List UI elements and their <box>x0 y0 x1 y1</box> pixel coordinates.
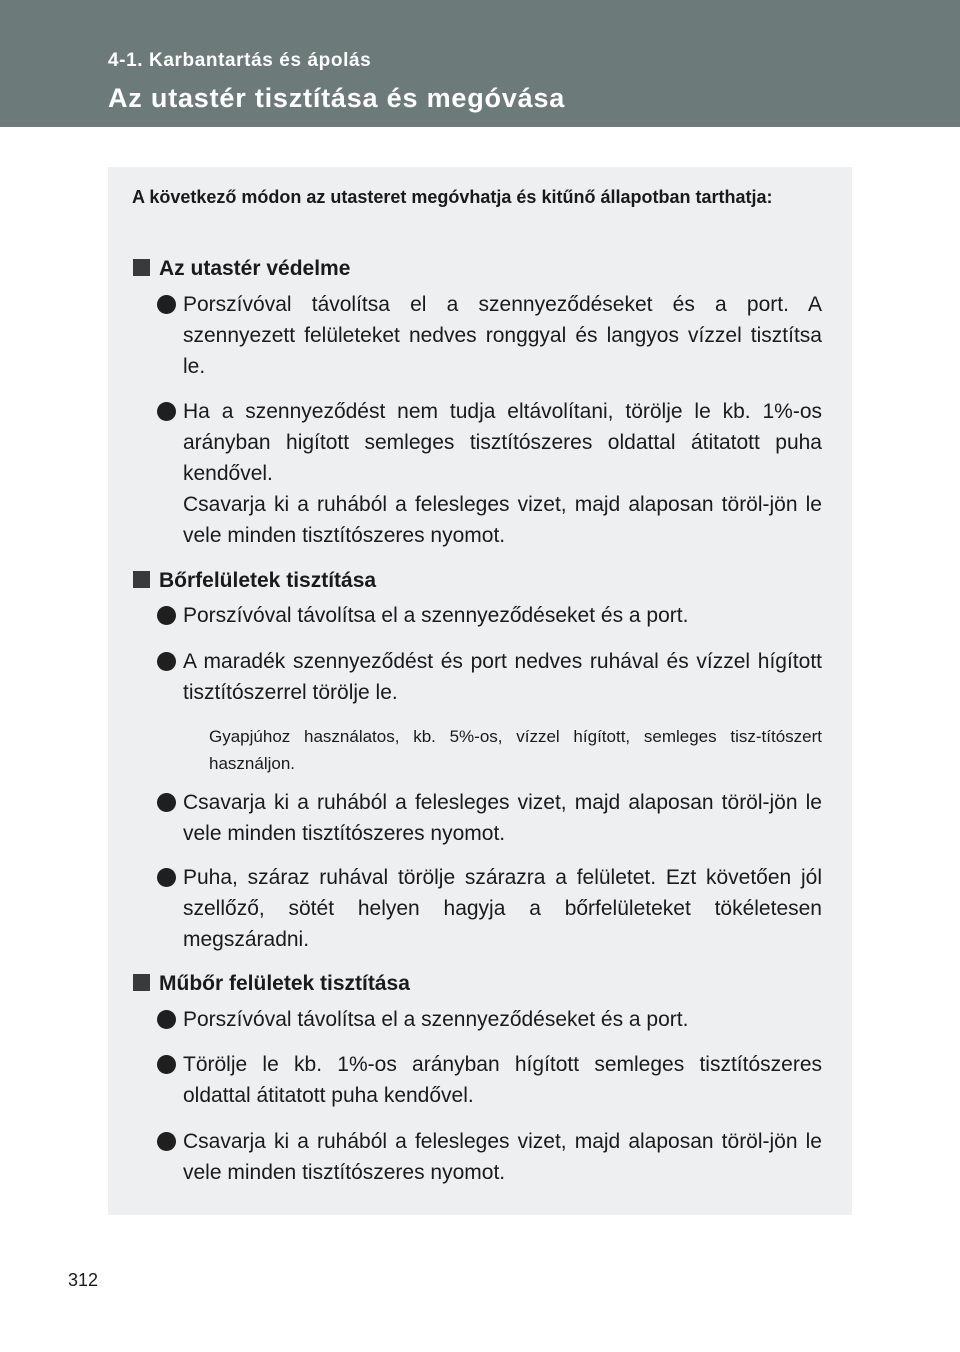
bullet-item <box>157 396 822 551</box>
bullet-continuation-text: Csavarja ki a ruhából a felesleges vizet, majd alaposan töröl-jön le vele minden tisztítószeres nyomot. <box>183 493 822 547</box>
page-title: Az utastér tisztítása és megóvása <box>108 83 566 113</box>
note-text: Gyapjúhoz használatos, kb. 5%-os, vízzel hígított, semleges tisz-títószert használjon. <box>209 727 822 773</box>
bullet-text: Ha a szennyeződést nem tudja eltávolítani, törölje le kb. 1%-os arányban higított semleges tisztítószeres oldattal átitatott puha kendővel. <box>183 400 822 485</box>
bullet-item <box>157 600 822 631</box>
bullet-text: A maradék szennyeződést és port nedves ruhával és vízzel hígított tisztítószerrel törölje le. <box>183 650 822 704</box>
intro-paragraph: A következő módon az utasteret megóvhatja és kitűnő állapotban tarthatja: <box>132 187 773 207</box>
bullet-item <box>157 1004 822 1035</box>
round-bullet-icon <box>157 652 176 671</box>
square-bullet-icon <box>133 259 150 276</box>
square-bullet-icon <box>133 974 150 991</box>
round-bullet-icon <box>157 606 176 625</box>
bullet-text: Porszívóval távolítsa el a szennyeződéseket és a port. <box>183 604 689 627</box>
bullet-item <box>157 862 822 955</box>
bullet-text: Porszívóval távolítsa el a szennyeződéseket és a port. A szennyezett felületeket nedves ronggyal és langyos vízzel tisztítsa le. <box>183 293 822 378</box>
round-bullet-icon <box>157 868 176 887</box>
bullet-item <box>157 1049 822 1111</box>
round-bullet-icon <box>157 1055 176 1074</box>
bullet-text: Csavarja ki a ruhából a felesleges vizet, majd alaposan töröl-jön le vele minden tisztítószeres nyomot. <box>183 791 822 845</box>
round-bullet-icon <box>157 402 176 421</box>
section-title: Műbőr felületek tisztítása <box>159 972 410 995</box>
section-heading-interior-protection <box>133 254 350 284</box>
section-heading-leather-cleaning <box>133 566 376 596</box>
chapter-section-label: 4-1. Karbantartás és ápolás <box>108 50 372 71</box>
square-bullet-icon <box>133 571 150 588</box>
section-title: Az utastér védelme <box>159 257 351 280</box>
bullet-item <box>157 289 822 382</box>
bullet-text: Puha, száraz ruhával törölje szárazra a felületet. Ezt követően jól szellőző, sötét helyen hagyja a bőrfelületeket tökéletesen megszáradni. <box>183 866 822 951</box>
section-title: Bőrfelületek tisztítása <box>159 569 377 592</box>
round-bullet-icon <box>157 793 176 812</box>
round-bullet-icon <box>157 295 176 314</box>
bullet-text: Csavarja ki a ruhából a felesleges vizet, majd alaposan töröl-jön le vele minden tisztítószeres nyomot. <box>183 1130 822 1184</box>
bullet-item <box>157 787 822 849</box>
bullet-item <box>157 646 822 708</box>
round-bullet-icon <box>157 1132 176 1151</box>
bullet-text: Porszívóval távolítsa el a szennyeződéseket és a port. <box>183 1008 689 1031</box>
chapter-header-bar <box>0 0 960 127</box>
round-bullet-icon <box>157 1010 176 1029</box>
bullet-item <box>157 1126 822 1188</box>
section-heading-artificial-leather <box>133 969 410 999</box>
page-number: 312 <box>68 1270 99 1290</box>
bullet-text: Törölje le kb. 1%-os arányban hígított semleges tisztítószeres oldattal átitatott puha kendővel. <box>183 1053 822 1107</box>
